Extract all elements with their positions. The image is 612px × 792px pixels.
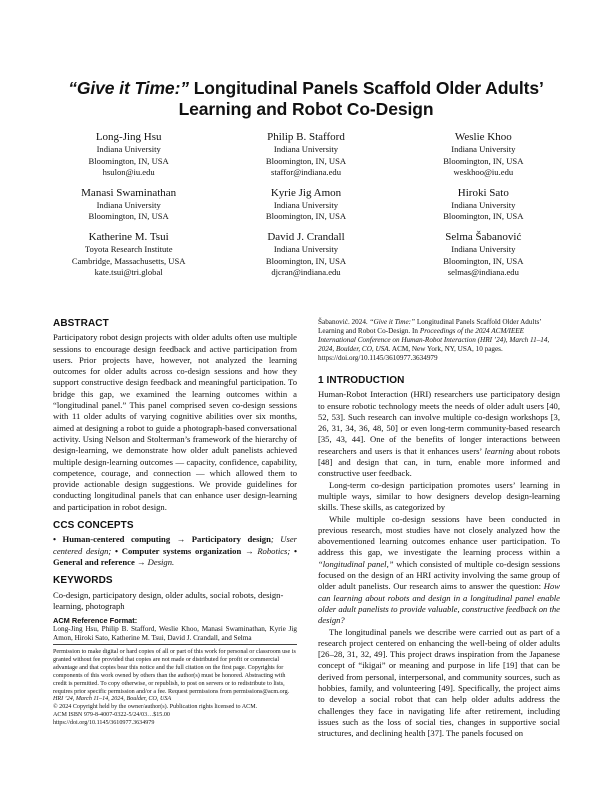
author-block — [40, 130, 572, 279]
acm-reference-continued: Šabanović. 2024. “Give it Time:” Longitudinal Panels Scaffold Older Adults’ Learning and Robot Co-Design. In Proceedings of the 2024 ACM/IEEE International Conference on Human-Robot Interaction (HRI ’24), March 11–14, 2024, Boulder, CO, USA. ACM, New York, NY, USA, 10 pages. https://doi.org/10.1145/3610977.3634979 — [318, 318, 550, 362]
keywords-heading: KEYWORDS — [53, 575, 113, 587]
footnote-rule — [53, 644, 297, 645]
author-location: Bloomington, IN, USA — [265, 255, 347, 266]
author-affiliation: Indiana University — [273, 199, 339, 210]
intro-paragraph-2: Long-term co-design participation promotes users’ learning in multiple ways, similar to how designers develop design-learning skills. These skills, as categorized by — [318, 479, 560, 513]
abstract-text: Participatory robot design projects with older adults often use multiple sessions to encourage design feedback and active participation from users. Prior projects have, however, not analyzed the learning outcomes for older adults across co-design sessions and how they support constructive design feedback and meaningful participation. To bridge this gap, we examined the learning outcomes within a “longitudinal panel.” This panel comprised seven co-design sessions with 11 older adults of varying cognitive abilities over six months, aimed at designing a robot to guide a photograph-based conversational activity. Using Nelson and Stolterman’s framework of the hierarchy of design-learning, we demonstrate how older adult panelists achieved multiple design-learning outcomes — capacity, confidence, capability, competence, courage, and connection — which allowed them to provide actionable design suggestions. We provide guidelines for conducting longitudinal panels that can enhance user design-learning and participation in robot design. — [53, 332, 297, 512]
copyright-text: © 2024 Copyright held by the owner/author(s). Publication rights licensed to ACM. — [53, 704, 258, 711]
intro-paragraph-4: The longitudinal panels we describe were carried out as part of a research project centered on enhancing the well-being of older adults [26–28, 31, 32, 49]. This project draws inspiration from the Japanese concept of “ikigai” or meaning and purpose in life [19] that can be derived from personal, interpersonal, and community sources, such as hobbies, family, and volunteering [49]. Specifically, the project aims to develop a social robot that can help older adults address the challenges they face in navigating life after retirement, including issues such as the loss of social ties, changes in supportive social structures, and declining health [37]. The panels focused on — [318, 626, 560, 739]
doi-link[interactable]: https://doi.org/10.1145/3610977.3634979 — [53, 720, 155, 727]
author-name: Katherine M. Tsui — [88, 230, 169, 243]
author-affiliation: Indiana University — [96, 144, 161, 154]
author-name: Selma Šabanović — [445, 230, 522, 243]
author-affiliation: Toyota Research Institute — [84, 243, 173, 254]
author-name: Hiroki Sato — [457, 186, 509, 199]
ccs-heading: CCS CONCEPTS — [53, 520, 134, 532]
author-email[interactable]: staffor@indiana.edu — [270, 167, 342, 178]
author-location: Bloomington, IN, USA — [265, 211, 347, 222]
author-name: Weslie Khoo — [454, 131, 512, 143]
acm-reference-authors: Long-Jing Hsu, Philip B. Stafford, Weslie Khoo, Manasi Swaminathan, Kyrie Jig Amon, Hiroki Sato, Katherine M. Tsui, David J. Crandall, and Selma — [53, 625, 297, 643]
author-location: Cambridge, Massachusetts, USA — [71, 255, 186, 266]
author-affiliation: Indiana University — [451, 144, 516, 154]
author-card — [40, 186, 217, 223]
author-location: Bloomington, IN, USA — [443, 211, 524, 222]
author-card — [40, 230, 217, 279]
author-name: David J. Crandall — [267, 230, 345, 243]
author-location: Bloomington, IN, USA — [443, 255, 524, 266]
intro-paragraph-1: Human-Robot Interaction (HRI) researchers use participatory design to ensure robotic technology meets the needs of older adult users [40, 52, 53]. Such research can involve multiple co-design workshops [3, 26, 31, 34, 36, 48, 50] or even long-term community-based research [35, 43, 44]. One of the benefits of longer interactions between researchers and users is that it enhances users’ learning about robots [48] and design that can, in turn, enable more informed and constructive user feedback. — [318, 389, 561, 479]
author-card — [217, 130, 394, 179]
author-email[interactable]: weskhoo@iu.edu — [453, 167, 514, 178]
acm-reference-heading: ACM Reference Format: — [53, 616, 138, 626]
author-affiliation: Indiana University — [273, 243, 339, 254]
left-column — [53, 318, 297, 643]
author-name: Manasi Swaminathan — [81, 186, 177, 199]
author-name: Philip B. Stafford — [267, 131, 345, 143]
author-card — [395, 230, 572, 279]
author-card — [217, 186, 394, 223]
author-card — [217, 230, 394, 279]
isbn-text: ACM ISBN 979-8-4007-0322-5/24/03…$15.00 — [53, 712, 170, 719]
author-location: Bloomington, IN, USA — [443, 155, 524, 166]
title-italic-part: “Give it Time:” — [68, 78, 189, 98]
author-email[interactable]: selmas@indiana.edu — [447, 267, 519, 278]
venue-text: HRI ’24, March 11–14, 2024, Boulder, CO, USA — [53, 696, 172, 703]
author-email[interactable]: djcran@indiana.edu — [271, 267, 341, 278]
keywords-text: Co-design, participatory design, older adults, social robots, design-learning, photograph — [53, 589, 284, 611]
permission-text: Permission to make digital or hard copies of all or part of this work for personal or classroom use is granted without fee provided that copies are not made or distributed for profit or commercial advantage and that copies bear this notice and the full citation on the first page. Copyrights for components of this work owned by others than the author(s) must be honored. Abstracting with credit is permitted. To copy otherwise, or republish, to post on servers or to redistribute to lists, requires prior specific permission and/or a fee. Request permissions from permissions@acm.org. — [53, 649, 296, 695]
right-column — [318, 318, 560, 740]
author-name: Long-Jing Hsu — [95, 131, 162, 143]
permission-footnote — [53, 644, 297, 728]
intro-paragraph-3: While multiple co-design sessions have been conducted in previous research, most studies have not closely analyzed how the abovementioned learning outcomes enhance user participation. To address this gap, we investigate the learning process within a “longitudinal panel,” which consisted of multiple co-design sessions focused on the design of an HRI activity involving the same group of older adult panelists. Our research aims to answer the question: How can learning about robots and design in a longitudinal panel enable older adult panelists to provide valuable, constructive feedback on the design? — [318, 513, 561, 626]
author-location: Bloomington, IN, USA — [88, 211, 169, 222]
author-affiliation: Indiana University — [96, 199, 161, 210]
author-affiliation: Indiana University — [451, 243, 516, 254]
title-rest: Longitudinal Panels Scaffold Older Adults’ Learning and Robot Co-Design — [178, 78, 544, 119]
author-email[interactable]: kate.tsui@tri.global — [94, 267, 163, 278]
author-location: Bloomington, IN, USA — [88, 155, 169, 166]
author-affiliation: Indiana University — [273, 144, 339, 154]
ccs-concepts: • Human-centered computing → Participatory design; User centered design; • Computer systems organization → Robotics; • General and reference → Design. — [53, 534, 297, 567]
author-affiliation: Indiana University — [451, 199, 516, 210]
author-card — [395, 186, 572, 223]
author-card — [40, 130, 217, 179]
author-location: Bloomington, IN, USA — [265, 155, 347, 166]
introduction-heading: 1 INTRODUCTION — [318, 375, 405, 386]
author-email[interactable]: hsulon@iu.edu — [102, 167, 155, 178]
paper-title — [40, 78, 572, 120]
author-name: Kyrie Jig Amon — [270, 186, 342, 199]
abstract-heading: ABSTRACT — [53, 318, 109, 329]
author-card — [395, 130, 572, 179]
